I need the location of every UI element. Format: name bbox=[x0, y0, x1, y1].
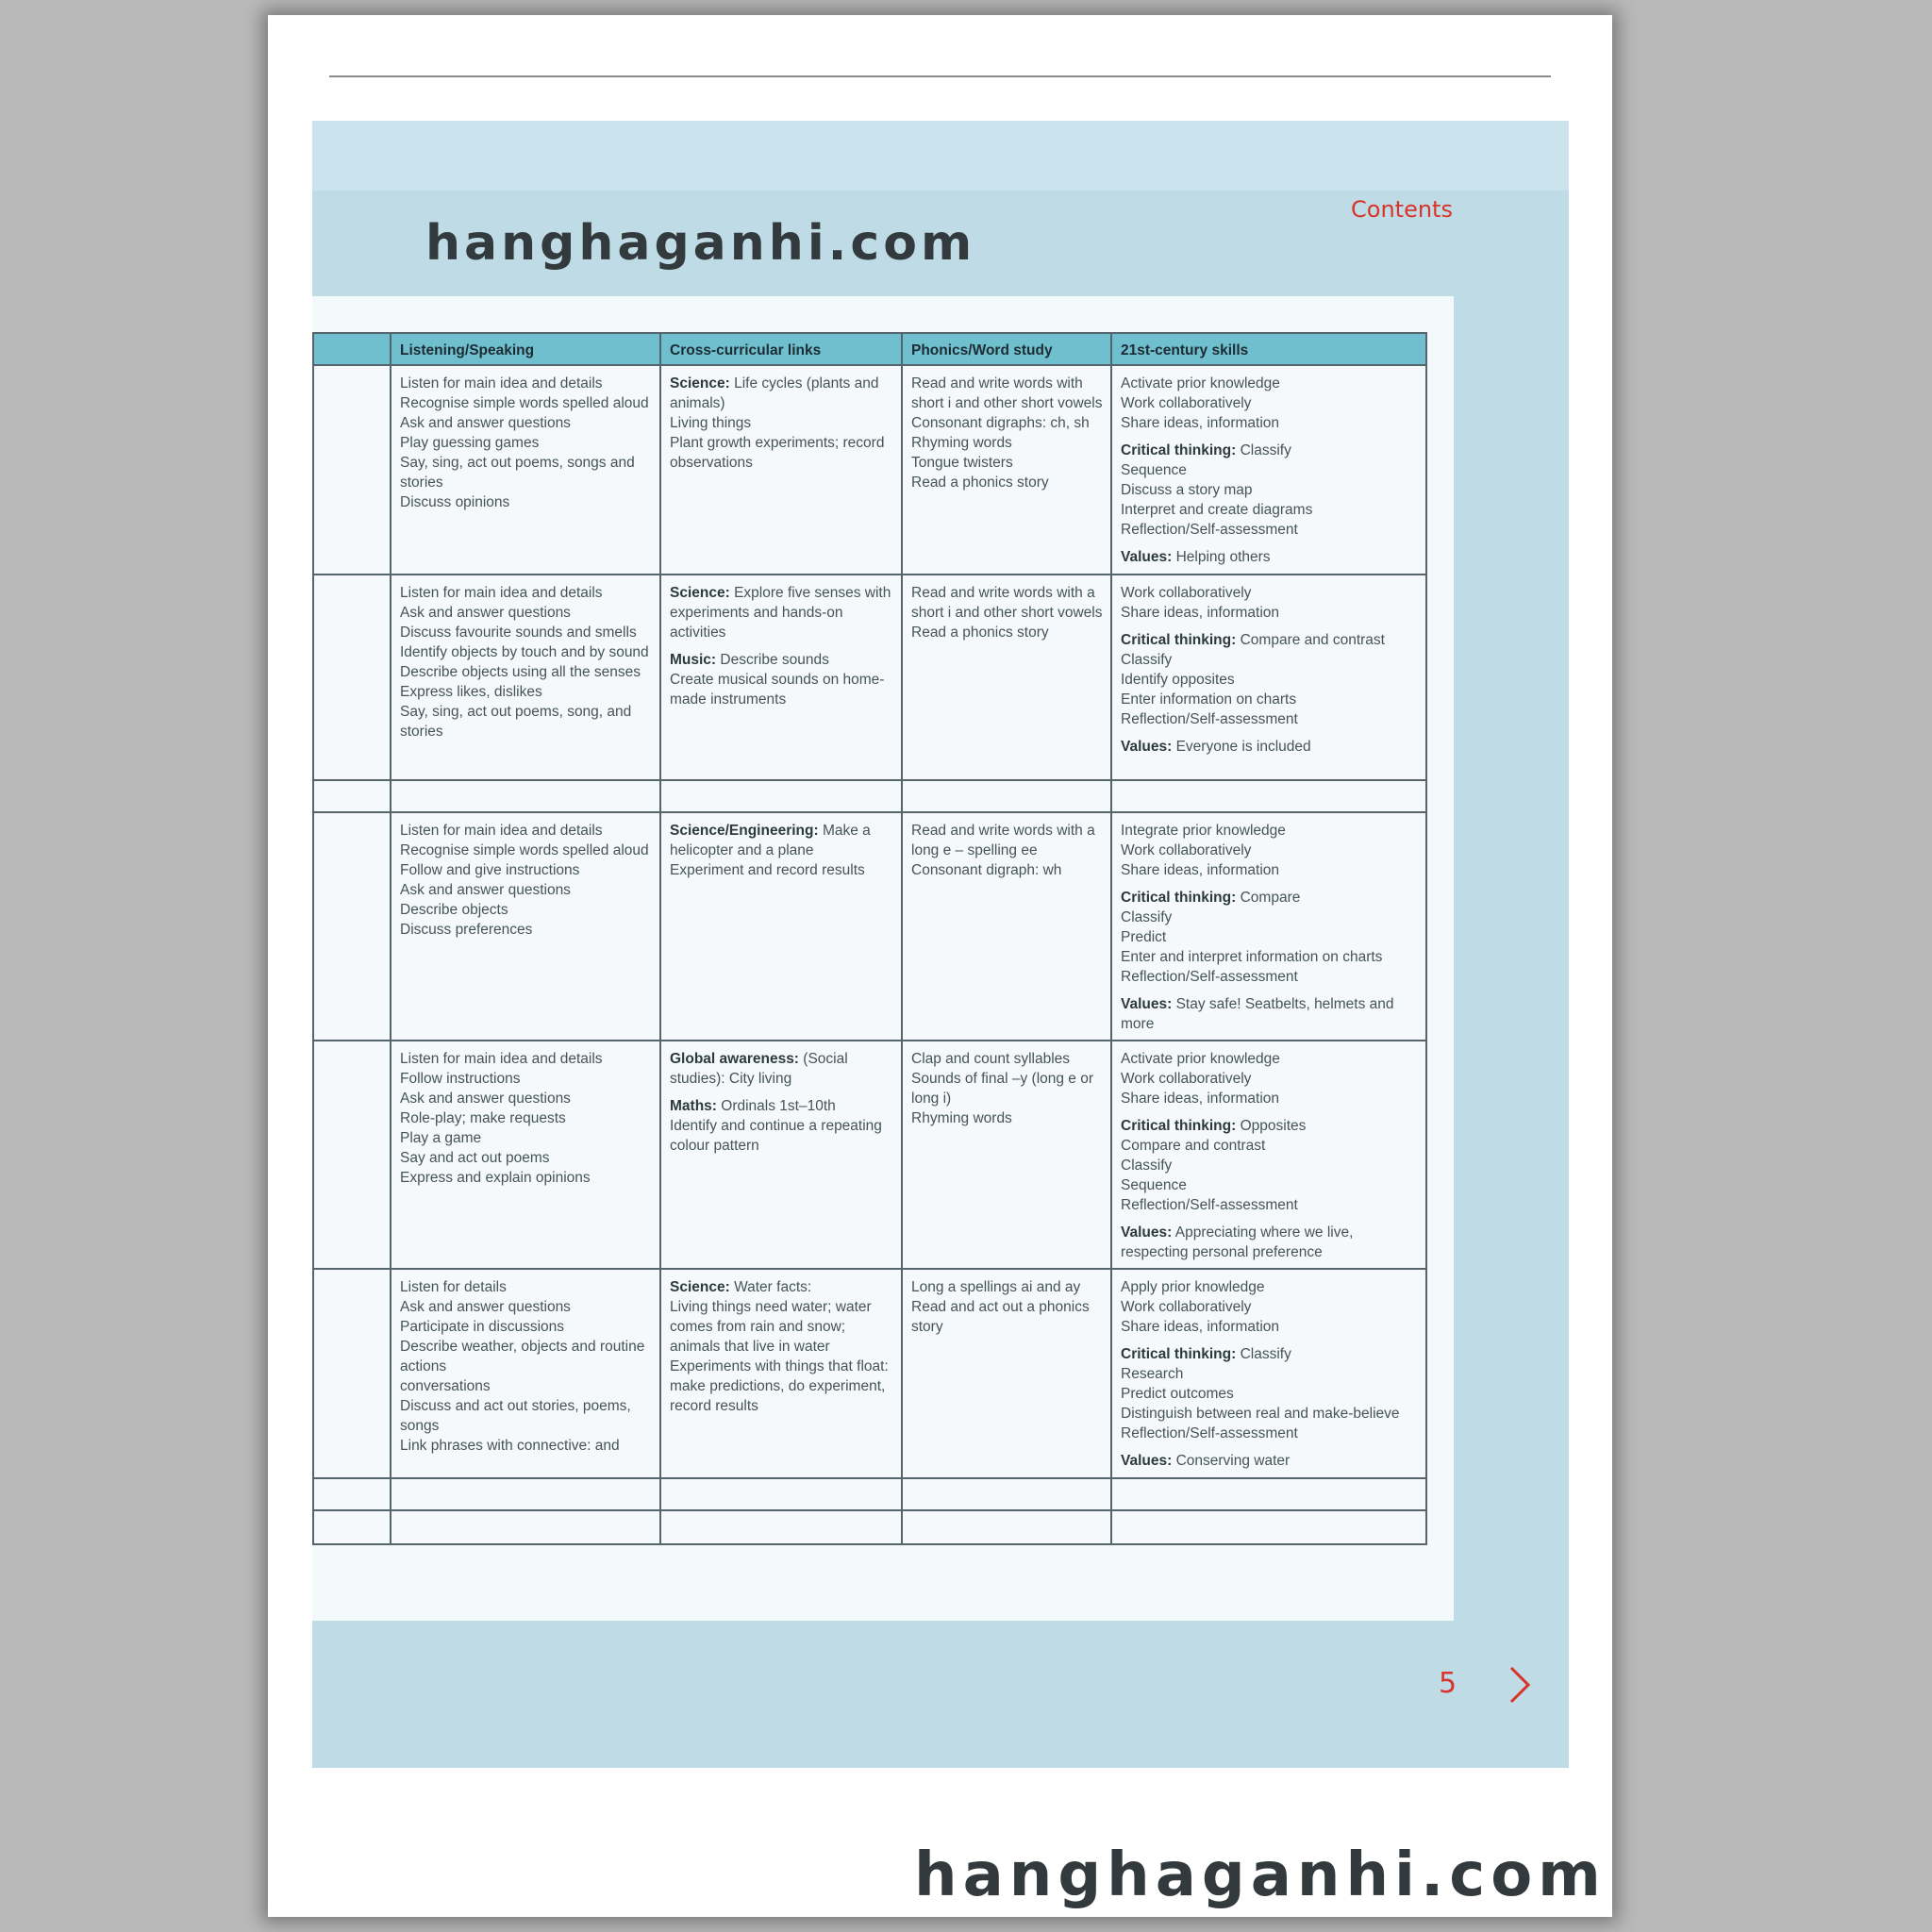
cell-paragraph bbox=[1121, 583, 1418, 623]
cell-line bbox=[1121, 413, 1418, 433]
cell-line: Read a phonics story bbox=[911, 625, 1049, 641]
cell-text: Work collaboratively bbox=[1121, 1299, 1252, 1315]
cell-line: Say, sing, act out poems, song, and stories bbox=[400, 704, 632, 740]
cell-text: Predict outcomes bbox=[1121, 1386, 1234, 1402]
cell-line bbox=[1121, 583, 1418, 603]
cell-line bbox=[670, 860, 893, 880]
cell-line bbox=[1121, 1089, 1418, 1108]
cell-line bbox=[1121, 1116, 1418, 1136]
phonics-cell bbox=[902, 1041, 1111, 1269]
cell-line bbox=[1121, 547, 1418, 567]
cell-text: Conserving water bbox=[1175, 1453, 1291, 1469]
empty-cell bbox=[902, 1510, 1111, 1544]
phonics-cell bbox=[902, 575, 1111, 780]
cell-paragraph bbox=[1121, 1049, 1418, 1108]
cell-text: Distinguish between real and make-believe bbox=[1121, 1406, 1400, 1422]
cell-text: Classify bbox=[1121, 909, 1173, 925]
cell-paragraph bbox=[1121, 547, 1418, 567]
cell-text: Sequence bbox=[1121, 1177, 1187, 1193]
cell-text: Predict bbox=[1121, 929, 1167, 945]
cell-text: Compare and contrast bbox=[1121, 1138, 1266, 1154]
cell-paragraph bbox=[670, 374, 893, 473]
cell-text: Classify bbox=[1121, 652, 1173, 668]
cell-line bbox=[670, 1096, 893, 1116]
listening-cell bbox=[391, 1269, 660, 1478]
cell-label: Values: bbox=[1121, 1453, 1173, 1469]
cell-line bbox=[1121, 1156, 1418, 1175]
cell-paragraph bbox=[1121, 1277, 1418, 1337]
cell-line bbox=[670, 821, 893, 860]
cell-text: Compare bbox=[1240, 890, 1301, 906]
cell-line bbox=[1121, 1344, 1418, 1364]
cell-line bbox=[670, 1049, 893, 1089]
empty-cell bbox=[660, 1510, 902, 1544]
cell-label: Values: bbox=[1121, 996, 1173, 1012]
cell-line: Clap and count syllables bbox=[911, 1051, 1071, 1067]
cell-text: Appreciating where we live, respecting personal preference bbox=[1121, 1224, 1354, 1260]
unit-cell bbox=[313, 812, 391, 1041]
empty-cell bbox=[902, 1478, 1111, 1510]
cell-label: Science: bbox=[670, 375, 730, 391]
cell-line: Say and act out poems bbox=[400, 1150, 550, 1166]
cell-text: Describe sounds bbox=[720, 652, 829, 668]
cell-line: Express and explain opinions bbox=[400, 1170, 591, 1186]
cell-line bbox=[670, 650, 893, 670]
cell-text: Reflection/Self-assessment bbox=[1121, 969, 1298, 985]
empty-cell bbox=[313, 1478, 391, 1510]
phonics-cell bbox=[902, 1269, 1111, 1478]
cell-text: (Social studies): City living bbox=[670, 1051, 848, 1087]
cell-line: Read and write words with short i and other short vowels bbox=[911, 375, 1103, 411]
watermark-bottom: hanghaganhi.com bbox=[914, 1840, 1607, 1910]
cell-line: Discuss favourite sounds and smells bbox=[400, 625, 637, 641]
cell-line: Listen for details bbox=[400, 1279, 507, 1295]
cell-text: Experiments with things that float: make predictions, do experiment, record results bbox=[670, 1358, 889, 1414]
cell-line: Play guessing games bbox=[400, 435, 540, 451]
phonics-cell bbox=[902, 812, 1111, 1041]
cell-text: Activate prior knowledge bbox=[1121, 375, 1280, 391]
unit-cell bbox=[313, 1269, 391, 1478]
cell-text: Enter and interpret information on charts bbox=[1121, 949, 1383, 965]
cell-label: Science: bbox=[670, 1279, 730, 1295]
cross-curricular-cell bbox=[660, 365, 902, 575]
cell-paragraph bbox=[670, 1277, 893, 1416]
cell-paragraph bbox=[1121, 1344, 1418, 1443]
unit-cell bbox=[313, 365, 391, 575]
cell-text: Helping others bbox=[1175, 549, 1271, 565]
cell-text: Integrate prior knowledge bbox=[1121, 823, 1286, 839]
cell-line: Ask and answer questions bbox=[400, 1091, 571, 1107]
cross-curricular-cell bbox=[660, 1041, 902, 1269]
cell-paragraph bbox=[1121, 888, 1418, 987]
cell-line bbox=[1121, 1451, 1418, 1471]
header-cell-listening: Listening/Speaking bbox=[391, 333, 660, 365]
cell-paragraph bbox=[670, 583, 893, 642]
skills-cell bbox=[1111, 1041, 1426, 1269]
cell-line: conversations bbox=[400, 1378, 491, 1394]
cell-label: Music: bbox=[670, 652, 717, 668]
cell-line bbox=[1121, 908, 1418, 927]
cell-text: Identify and continue a repeating colour pattern bbox=[670, 1118, 882, 1154]
skills-cell bbox=[1111, 365, 1426, 575]
cell-line: Long a spellings ai and ay bbox=[911, 1279, 1081, 1295]
empty-cell bbox=[660, 780, 902, 812]
cell-line: Express likes, dislikes bbox=[400, 684, 542, 700]
cell-line bbox=[1121, 603, 1418, 623]
cell-paragraph bbox=[1121, 374, 1418, 433]
cell-line bbox=[1121, 630, 1418, 650]
cell-text: Experiment and record results bbox=[670, 862, 865, 878]
cell-line bbox=[670, 433, 893, 473]
cell-line: Ask and answer questions bbox=[400, 1299, 571, 1315]
cell-line bbox=[670, 1357, 893, 1416]
cell-line: Rhyming words bbox=[911, 435, 1012, 451]
cell-text: Living things need water; water comes from rain and snow; animals that live in water bbox=[670, 1299, 872, 1355]
header-cell-cross: Cross-curricular links bbox=[660, 333, 902, 365]
cell-line bbox=[1121, 520, 1418, 540]
cell-line bbox=[1121, 821, 1418, 841]
cell-line bbox=[1121, 1384, 1418, 1404]
watermark-top: hanghaganhi.com bbox=[425, 215, 976, 272]
table-row bbox=[313, 812, 1426, 1041]
cell-line: Ask and answer questions bbox=[400, 605, 571, 621]
cell-line: Ask and answer questions bbox=[400, 882, 571, 898]
cell-label: Maths: bbox=[670, 1098, 717, 1114]
cell-label: Critical thinking: bbox=[1121, 1346, 1237, 1362]
cell-line bbox=[670, 670, 893, 709]
cell-label: Global awareness: bbox=[670, 1051, 799, 1067]
cell-line bbox=[670, 1116, 893, 1156]
cell-line: Listen for main idea and details bbox=[400, 375, 603, 391]
cell-line: Rhyming words bbox=[911, 1110, 1012, 1126]
empty-row bbox=[313, 1478, 1426, 1510]
cell-text: Work collaboratively bbox=[1121, 842, 1252, 858]
empty-row bbox=[313, 1510, 1426, 1544]
top-divider bbox=[329, 75, 1551, 77]
cell-line: Follow instructions bbox=[400, 1071, 521, 1087]
cell-line bbox=[1121, 1297, 1418, 1317]
cell-label: Critical thinking: bbox=[1121, 1118, 1237, 1134]
cell-text: Interpret and create diagrams bbox=[1121, 502, 1313, 518]
cell-line: Read a phonics story bbox=[911, 475, 1049, 491]
unit-cell bbox=[313, 575, 391, 780]
table-row bbox=[313, 365, 1426, 575]
cell-line: Recognise simple words spelled aloud bbox=[400, 395, 649, 411]
cell-line: Discuss preferences bbox=[400, 922, 533, 938]
empty-row bbox=[313, 780, 1426, 812]
cell-line: Discuss opinions bbox=[400, 494, 510, 510]
cell-text: Sequence bbox=[1121, 462, 1187, 478]
skills-cell bbox=[1111, 575, 1426, 780]
cell-text: Share ideas, information bbox=[1121, 605, 1280, 621]
cell-text: Make a helicopter and a plane bbox=[670, 823, 871, 858]
cell-line: Recognise simple words spelled aloud bbox=[400, 842, 649, 858]
header-cell-skills: 21st-century skills bbox=[1111, 333, 1426, 365]
listening-cell bbox=[391, 365, 660, 575]
header-cell-unit bbox=[313, 333, 391, 365]
curriculum-table bbox=[312, 332, 1427, 1545]
cell-line: Describe weather, objects and routine actions bbox=[400, 1339, 645, 1374]
cell-line bbox=[1121, 690, 1418, 709]
cell-line: Identify objects by touch and by sound bbox=[400, 644, 649, 660]
empty-cell bbox=[391, 1478, 660, 1510]
cell-text: Stay safe! Seatbelts, helmets and more bbox=[1121, 996, 1394, 1032]
cell-line bbox=[1121, 1049, 1418, 1069]
cell-line bbox=[1121, 709, 1418, 729]
cell-line bbox=[1121, 1424, 1418, 1443]
cell-text: Reflection/Self-assessment bbox=[1121, 1425, 1298, 1441]
table-row bbox=[313, 1041, 1426, 1269]
cell-line bbox=[1121, 670, 1418, 690]
cell-text: Plant growth experiments; record observations bbox=[670, 435, 885, 471]
cell-text: Share ideas, information bbox=[1121, 1319, 1280, 1335]
cell-text: Everyone is included bbox=[1175, 739, 1311, 755]
cell-text: Explore five senses with experiments and hands-on activities bbox=[670, 585, 891, 641]
cell-text: Enter information on charts bbox=[1121, 691, 1297, 708]
cell-text: Classify bbox=[1240, 442, 1291, 458]
cell-line bbox=[1121, 393, 1418, 413]
cell-line bbox=[670, 583, 893, 642]
cell-line bbox=[1121, 374, 1418, 393]
cell-paragraph bbox=[1121, 441, 1418, 540]
header-cell-phonics: Phonics/Word study bbox=[902, 333, 1111, 365]
cell-text: Reflection/Self-assessment bbox=[1121, 522, 1298, 538]
empty-cell bbox=[1111, 1478, 1426, 1510]
cell-line: Read and act out a phonics story bbox=[911, 1299, 1090, 1335]
scanned-page bbox=[312, 121, 1569, 1768]
phonics-cell bbox=[902, 365, 1111, 575]
cell-line bbox=[1121, 841, 1418, 860]
page-number: 5 bbox=[1439, 1667, 1457, 1700]
unit-cell bbox=[313, 1041, 391, 1269]
empty-cell bbox=[1111, 780, 1426, 812]
cell-text: Water facts: bbox=[734, 1279, 812, 1295]
cell-text: Compare and contrast bbox=[1240, 632, 1385, 648]
cell-text: Reflection/Self-assessment bbox=[1121, 711, 1298, 727]
listening-cell bbox=[391, 1041, 660, 1269]
cell-line: Link phrases with connective: and bbox=[400, 1438, 620, 1454]
cross-curricular-cell bbox=[660, 575, 902, 780]
cell-line bbox=[1121, 947, 1418, 967]
cell-label: Values: bbox=[1121, 549, 1173, 565]
cell-text: Identify opposites bbox=[1121, 672, 1235, 688]
cell-line: Discuss and act out stories, poems, songs bbox=[400, 1398, 631, 1434]
cell-label: Critical thinking: bbox=[1121, 442, 1237, 458]
empty-cell bbox=[391, 1510, 660, 1544]
cell-line bbox=[1121, 1317, 1418, 1337]
cell-line bbox=[1121, 737, 1418, 757]
cell-line bbox=[1121, 994, 1418, 1034]
cell-text: Classify bbox=[1240, 1346, 1291, 1362]
chevron-right-icon[interactable] bbox=[1506, 1664, 1534, 1706]
cell-label: Critical thinking: bbox=[1121, 632, 1237, 648]
cell-text: Share ideas, information bbox=[1121, 1091, 1280, 1107]
cell-text: Apply prior knowledge bbox=[1121, 1279, 1265, 1295]
cell-line: Listen for main idea and details bbox=[400, 585, 603, 601]
cell-paragraph bbox=[670, 821, 893, 880]
cell-line bbox=[1121, 927, 1418, 947]
cell-text: Living things bbox=[670, 415, 752, 431]
cell-paragraph bbox=[1121, 737, 1418, 757]
cell-text: Share ideas, information bbox=[1121, 862, 1280, 878]
table-header-row bbox=[313, 333, 1426, 365]
cross-curricular-cell bbox=[660, 1269, 902, 1478]
empty-cell bbox=[391, 780, 660, 812]
cell-line bbox=[1121, 1175, 1418, 1195]
cell-line bbox=[1121, 500, 1418, 520]
cell-line bbox=[1121, 1277, 1418, 1297]
cell-line: Listen for main idea and details bbox=[400, 1051, 603, 1067]
cross-curricular-cell bbox=[660, 812, 902, 1041]
cell-paragraph bbox=[1121, 821, 1418, 880]
cell-text: Classify bbox=[1121, 1158, 1173, 1174]
cell-paragraph bbox=[1121, 1451, 1418, 1471]
cell-line: Read and write words with a long e – spelling ee bbox=[911, 823, 1095, 858]
cell-line bbox=[670, 374, 893, 413]
table-row bbox=[313, 575, 1426, 780]
cell-line bbox=[1121, 480, 1418, 500]
cell-line bbox=[1121, 1136, 1418, 1156]
cell-line: Read and write words with a short i and other short vowels bbox=[911, 585, 1103, 621]
cell-line: Describe objects bbox=[400, 902, 508, 918]
listening-cell bbox=[391, 812, 660, 1041]
cell-text: Activate prior knowledge bbox=[1121, 1051, 1280, 1067]
cell-text: Create musical sounds on home-made instruments bbox=[670, 672, 885, 708]
cell-text: Life cycles (plants and animals) bbox=[670, 375, 879, 411]
cell-line bbox=[1121, 967, 1418, 987]
cell-label: Science: bbox=[670, 585, 730, 601]
empty-cell bbox=[313, 780, 391, 812]
cell-line bbox=[1121, 1364, 1418, 1384]
cell-label: Values: bbox=[1121, 1224, 1173, 1241]
cell-text: Discuss a story map bbox=[1121, 482, 1253, 498]
cell-line bbox=[1121, 441, 1418, 460]
cell-paragraph bbox=[1121, 1116, 1418, 1215]
cell-line: Consonant digraphs: ch, sh bbox=[911, 415, 1090, 431]
cell-text: Ordinals 1st–10th bbox=[721, 1098, 836, 1114]
cell-line bbox=[1121, 1404, 1418, 1424]
skills-cell bbox=[1111, 812, 1426, 1041]
cell-paragraph bbox=[1121, 994, 1418, 1034]
cell-text: Work collaboratively bbox=[1121, 585, 1252, 601]
cell-paragraph bbox=[670, 650, 893, 709]
cell-paragraph bbox=[1121, 630, 1418, 729]
cell-text: Share ideas, information bbox=[1121, 415, 1280, 431]
cell-line: Sounds of final –y (long e or long i) bbox=[911, 1071, 1094, 1107]
empty-cell bbox=[1111, 1510, 1426, 1544]
cell-line bbox=[670, 1297, 893, 1357]
scan-header-band bbox=[312, 121, 1569, 191]
cell-line bbox=[1121, 650, 1418, 670]
cell-text: Opposites bbox=[1240, 1118, 1307, 1134]
cell-line: Describe objects using all the senses bbox=[400, 664, 641, 680]
table-row bbox=[313, 1269, 1426, 1478]
contents-link[interactable]: Contents bbox=[1351, 196, 1453, 223]
cell-paragraph bbox=[670, 1049, 893, 1089]
skills-cell bbox=[1111, 1269, 1426, 1478]
cell-label: Values: bbox=[1121, 739, 1173, 755]
cell-line: Tongue twisters bbox=[911, 455, 1013, 471]
cell-text: Work collaboratively bbox=[1121, 1071, 1252, 1087]
cell-line: Participate in discussions bbox=[400, 1319, 565, 1335]
cell-line bbox=[670, 1277, 893, 1297]
cell-line bbox=[1121, 888, 1418, 908]
cell-line: Follow and give instructions bbox=[400, 862, 580, 878]
cell-text: Research bbox=[1121, 1366, 1184, 1382]
empty-cell bbox=[313, 1510, 391, 1544]
cell-paragraph bbox=[1121, 1223, 1418, 1262]
cell-line: Play a game bbox=[400, 1130, 482, 1146]
cell-line bbox=[1121, 1069, 1418, 1089]
empty-cell bbox=[902, 780, 1111, 812]
cell-line: Role-play; make requests bbox=[400, 1110, 566, 1126]
cell-line: Consonant digraph: wh bbox=[911, 862, 1062, 878]
document-page bbox=[268, 15, 1612, 1917]
cell-line: Ask and answer questions bbox=[400, 415, 571, 431]
empty-cell bbox=[660, 1478, 902, 1510]
cell-line: Listen for main idea and details bbox=[400, 823, 603, 839]
cell-line bbox=[1121, 1195, 1418, 1215]
cell-paragraph bbox=[670, 1096, 893, 1156]
cell-line bbox=[670, 413, 893, 433]
listening-cell bbox=[391, 575, 660, 780]
cell-text: Work collaboratively bbox=[1121, 395, 1252, 411]
cell-line bbox=[1121, 460, 1418, 480]
cell-line bbox=[1121, 860, 1418, 880]
cell-label: Science/Engineering: bbox=[670, 823, 819, 839]
cell-line: Say, sing, act out poems, songs and stories bbox=[400, 455, 635, 491]
cell-line bbox=[1121, 1223, 1418, 1262]
cell-label: Critical thinking: bbox=[1121, 890, 1237, 906]
cell-text: Reflection/Self-assessment bbox=[1121, 1197, 1298, 1213]
